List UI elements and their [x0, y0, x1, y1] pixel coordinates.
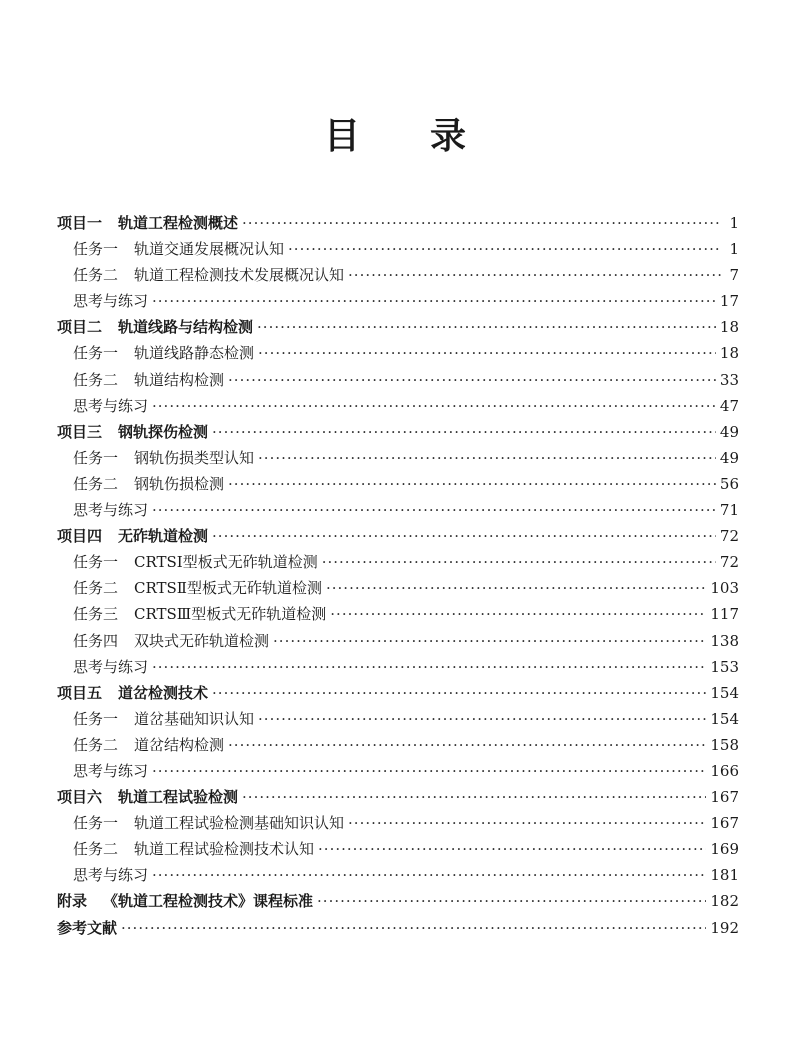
entry-page-number: 72	[719, 553, 739, 572]
toc-section-entry[interactable]	[57, 628, 739, 654]
entry-title: 钢轨伤损类型认知	[134, 448, 255, 467]
dot-leader	[242, 784, 706, 810]
entry-title: 思考与练习	[73, 396, 149, 415]
toc-section-entry[interactable]	[57, 497, 739, 523]
toc-chapter-entry[interactable]	[57, 680, 739, 706]
entry-page-number: 154	[710, 709, 739, 728]
entry-title: 轨道工程检测技术发展概况认知	[134, 266, 345, 285]
dot-leader	[152, 497, 716, 523]
entry-number: 任务一	[73, 553, 119, 572]
entry-title: CRTSⅠ型板式无砟轨道检测	[134, 553, 318, 572]
dot-leader	[152, 654, 706, 680]
toc-section-entry[interactable]	[57, 340, 739, 366]
entry-page-number: 192	[710, 918, 739, 937]
dot-leader	[258, 706, 706, 732]
dot-leader	[326, 575, 706, 601]
dot-leader	[228, 367, 716, 393]
entry-number: 任务四	[73, 631, 119, 650]
entry-number: 任务一	[73, 709, 119, 728]
entry-page-number: 17	[719, 292, 739, 311]
entry-title: 钢轨伤损检测	[134, 474, 225, 493]
entry-title: 轨道交通发展概况认知	[134, 240, 285, 259]
dot-leader	[212, 523, 716, 549]
toc-section-entry[interactable]	[57, 393, 739, 419]
entry-title: 无砟轨道检测	[118, 527, 209, 546]
entry-page-number: 169	[710, 840, 739, 859]
entry-page-number: 153	[710, 657, 739, 676]
entry-number: 项目四	[57, 527, 103, 546]
entry-page-number: 181	[710, 866, 739, 885]
toc-section-entry[interactable]	[57, 758, 739, 784]
entry-title: 道岔基础知识认知	[134, 709, 255, 728]
entry-page-number: 7	[729, 266, 739, 285]
entry-number: 项目六	[57, 788, 103, 807]
entry-page-number: 166	[710, 761, 739, 780]
entry-title: 轨道工程检测概述	[118, 214, 239, 232]
page-title	[0, 108, 790, 159]
toc-section-entry[interactable]	[57, 601, 739, 627]
dot-leader	[152, 758, 706, 784]
dot-leader	[318, 836, 706, 862]
dot-leader	[322, 549, 716, 575]
toc-section-entry[interactable]	[57, 262, 739, 288]
entry-title: 道岔结构检测	[134, 735, 225, 754]
toc-section-entry[interactable]	[57, 575, 739, 601]
entry-number: 任务二	[73, 370, 119, 389]
entry-number: 任务一	[73, 240, 119, 259]
entry-number: 任务一	[73, 448, 119, 467]
toc-chapter-entry[interactable]	[57, 210, 739, 236]
entry-page-number: 56	[719, 474, 739, 493]
dot-leader	[330, 601, 706, 627]
dot-leader	[317, 888, 706, 914]
dot-leader	[273, 628, 706, 654]
entry-page-number: 154	[710, 683, 739, 702]
entry-number: 任务二	[73, 579, 119, 598]
entry-page-number: 71	[719, 501, 739, 520]
entry-page-number: 72	[719, 527, 739, 546]
entry-page-number: 182	[710, 892, 739, 911]
entry-number: 项目一	[57, 214, 103, 232]
entry-title: 思考与练习	[73, 657, 149, 676]
entry-title: 思考与练习	[73, 761, 149, 780]
dot-leader	[242, 210, 721, 236]
entry-title: 思考与练习	[73, 866, 149, 885]
entry-title: 轨道工程试验检测基础知识认知	[134, 814, 345, 833]
dot-leader	[121, 915, 706, 941]
entry-page-number: 47	[719, 396, 739, 415]
entry-title: 思考与练习	[73, 501, 149, 520]
entry-title: 轨道线路静态检测	[134, 344, 255, 363]
dot-leader	[288, 236, 721, 262]
entry-title: 钢轨探伤检测	[118, 422, 209, 441]
toc-section-entry[interactable]	[57, 367, 739, 393]
dot-leader	[152, 288, 716, 314]
toc-chapter-entry[interactable]	[57, 419, 739, 445]
toc-chapter-entry[interactable]	[57, 915, 739, 941]
entry-number: 附录	[57, 892, 88, 911]
entry-number: 项目三	[57, 422, 103, 441]
toc-section-entry[interactable]	[57, 236, 739, 262]
entry-number: 任务一	[73, 344, 119, 363]
entry-page-number: 33	[719, 370, 739, 389]
toc-chapter-entry[interactable]	[57, 784, 739, 810]
entry-title: 《轨道工程检测技术》课程标准	[103, 892, 314, 911]
entry-title: 轨道工程试验检测技术认知	[134, 840, 315, 859]
dot-leader	[257, 314, 716, 340]
entry-title: 双块式无砟轨道检测	[134, 631, 270, 650]
entry-title: 思考与练习	[73, 292, 149, 311]
toc-section-entry[interactable]	[57, 288, 739, 314]
entry-page-number: 167	[710, 814, 739, 833]
dot-leader	[152, 393, 716, 419]
entry-number: 任务二	[73, 735, 119, 754]
entry-title: 轨道线路与结构检测	[118, 318, 254, 337]
toc-section-entry[interactable]	[57, 862, 739, 888]
toc-section-entry[interactable]	[57, 836, 739, 862]
dot-leader	[258, 445, 716, 471]
dot-leader	[348, 262, 721, 288]
entry-page-number: 138	[710, 631, 739, 650]
dot-leader	[228, 471, 716, 497]
toc-section-entry[interactable]	[57, 471, 739, 497]
entry-number: 任务一	[73, 814, 119, 833]
dot-leader	[212, 419, 716, 445]
entry-page-number: 18	[719, 344, 739, 363]
dot-leader	[152, 862, 706, 888]
entry-title: 参考文献	[57, 918, 118, 937]
entry-title: 轨道工程试验检测	[118, 788, 239, 807]
entry-page-number: 1	[729, 214, 739, 232]
entry-number: 任务二	[73, 840, 119, 859]
entry-title: CRTSⅡ型板式无砟轨道检测	[134, 579, 322, 598]
entry-number: 项目二	[57, 318, 103, 337]
entry-page-number: 18	[719, 318, 739, 337]
entry-page-number: 158	[710, 735, 739, 754]
dot-leader	[212, 680, 706, 706]
entry-title: CRTSⅢ型板式无砟轨道检测	[134, 605, 327, 624]
toc-section-entry[interactable]	[57, 732, 739, 758]
toc-section-entry[interactable]	[57, 706, 739, 732]
toc-chapter-entry[interactable]	[57, 523, 739, 549]
entry-page-number: 1	[729, 240, 739, 259]
dot-leader	[258, 340, 716, 366]
entry-page-number: 49	[719, 448, 739, 467]
entry-page-number: 49	[719, 422, 739, 441]
toc-section-entry[interactable]	[57, 810, 739, 836]
title-char-2: 录	[430, 116, 467, 157]
entry-page-number: 117	[710, 605, 739, 624]
entry-number: 任务二	[73, 474, 119, 493]
toc-chapter-entry[interactable]	[57, 314, 739, 340]
toc-section-entry[interactable]	[57, 549, 739, 575]
entry-page-number: 103	[710, 579, 739, 598]
entry-title: 轨道结构检测	[134, 370, 225, 389]
entry-number: 项目五	[57, 683, 103, 702]
entry-page-number: 167	[710, 788, 739, 807]
entry-number: 任务二	[73, 266, 119, 285]
title-char-1: 目	[323, 116, 360, 157]
toc-section-entry[interactable]	[57, 445, 739, 471]
toc-section-entry[interactable]	[57, 654, 739, 680]
dot-leader	[228, 732, 706, 758]
table-of-contents	[57, 210, 739, 941]
dot-leader	[348, 810, 706, 836]
entry-title: 道岔检测技术	[118, 683, 209, 702]
toc-chapter-entry[interactable]	[57, 888, 739, 914]
entry-number: 任务三	[73, 605, 119, 624]
